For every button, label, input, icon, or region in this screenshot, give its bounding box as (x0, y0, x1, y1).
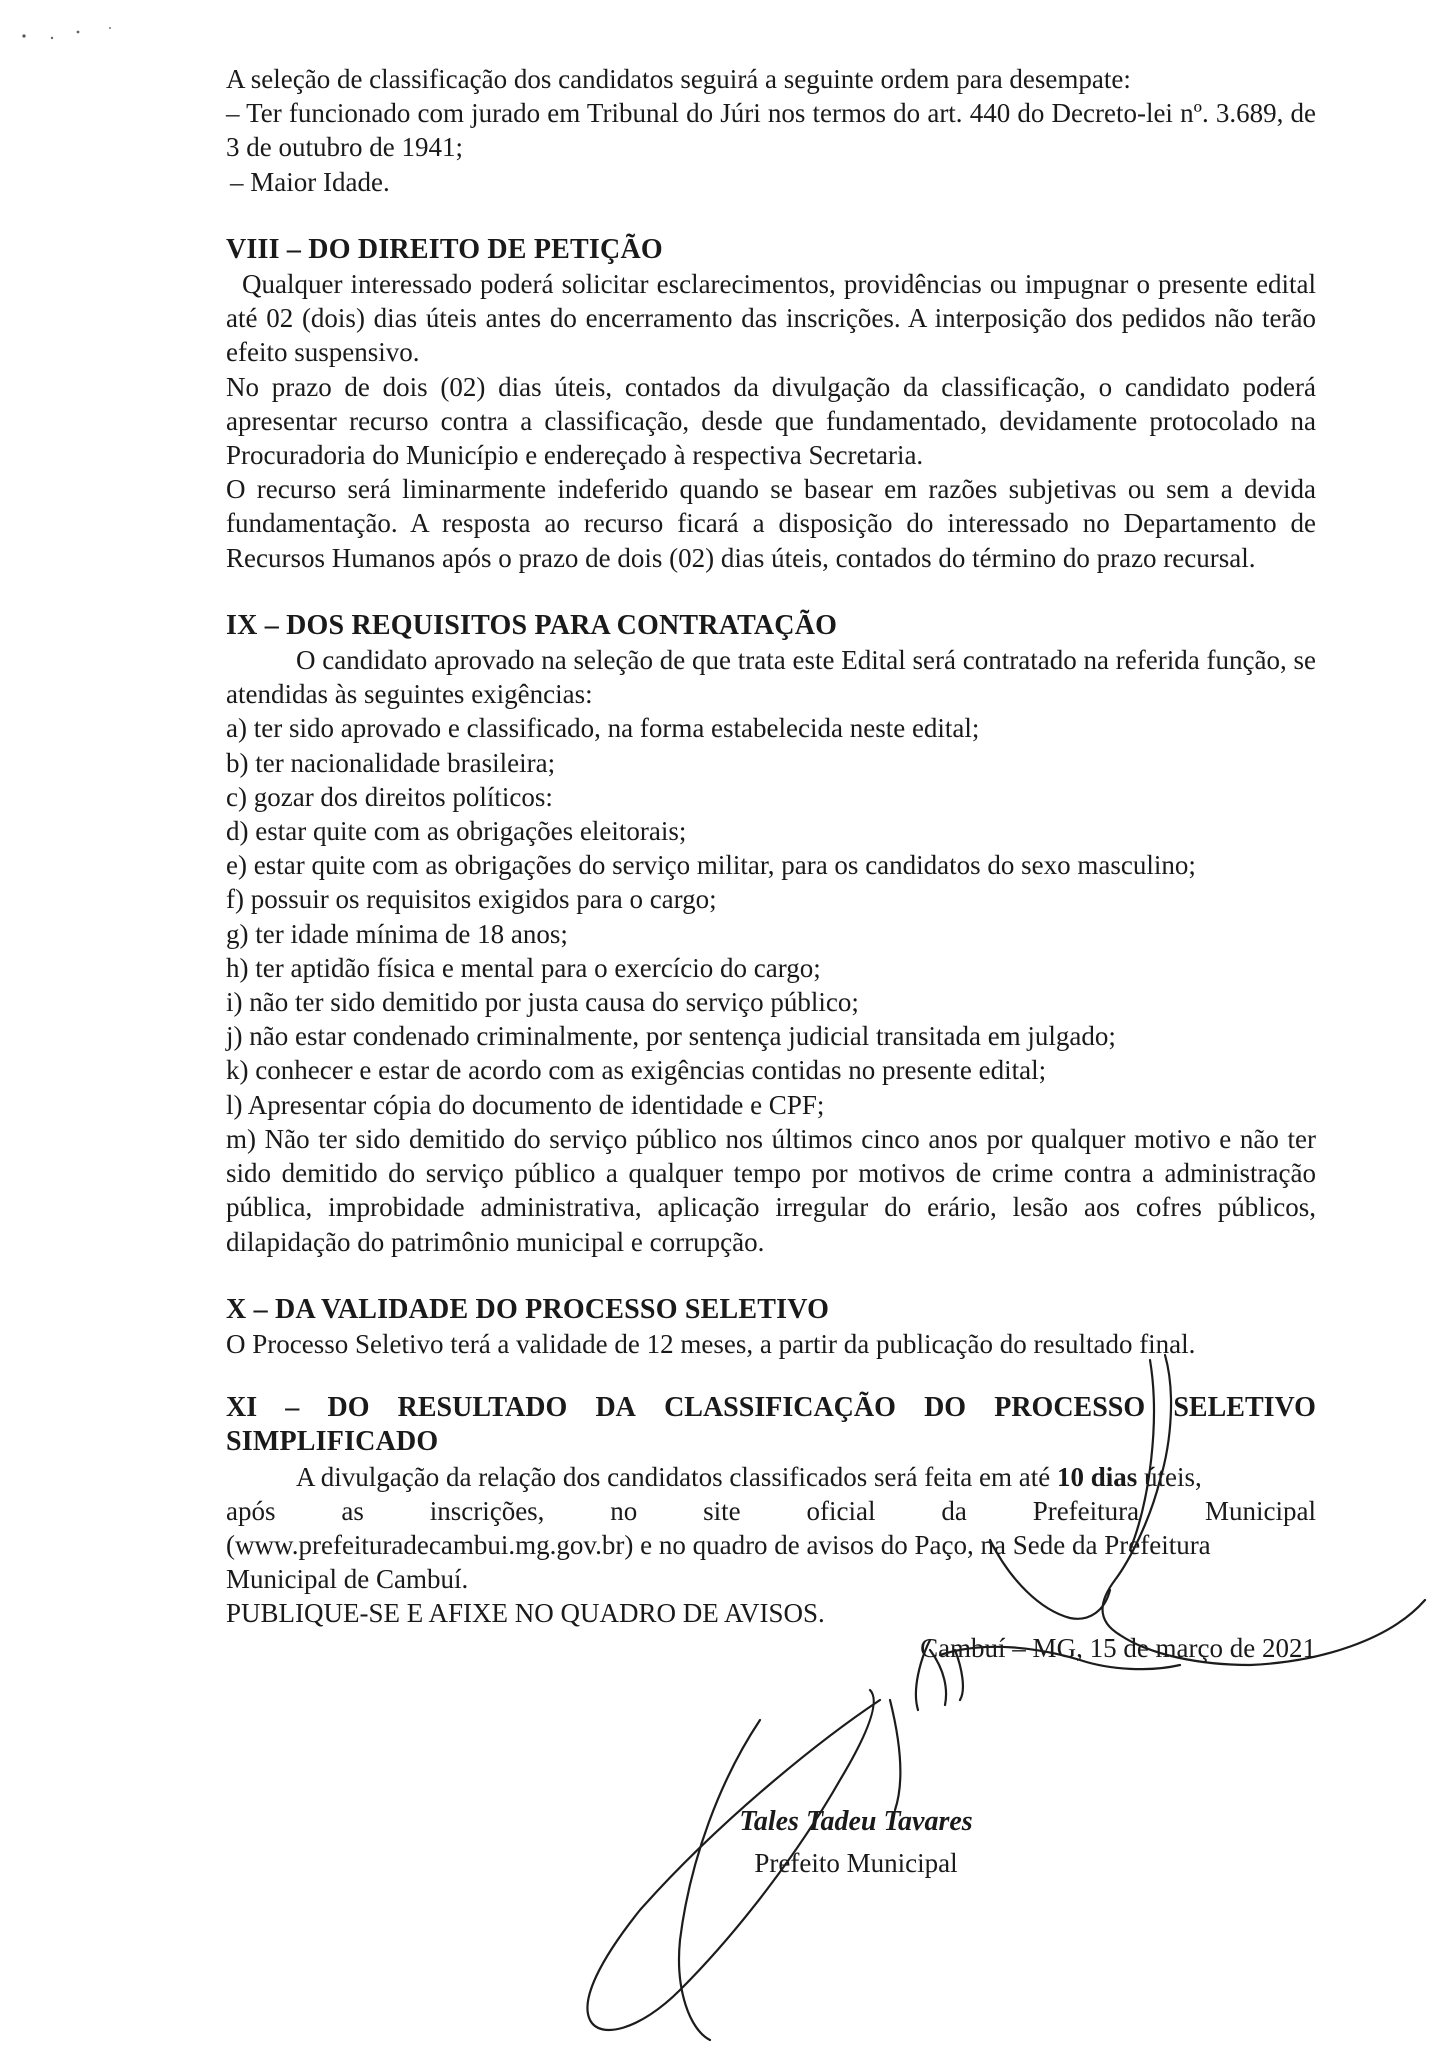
signature-block (226, 0, 1316, 2048)
requirement-item-c: c) gozar dos direitos políticos: (226, 781, 553, 812)
requirement-item-j: j) não estar condenado criminalmente, por sentença judicial transitada em julgado; (226, 1021, 1116, 1052)
requirement-item-f: f) possuir os requisitos exigidos para o cargo; (226, 884, 717, 915)
section-10-paragraph: O Processo Seletivo terá a validade de 12 meses, a partir da publicação do resultado final. (226, 1328, 1196, 1359)
requirement-item-l: l) Apresentar cópia do documento de identidade e CPF; (226, 1089, 825, 1120)
section-8-paragraph-3: O recurso será liminarmente indeferido quando se basear em razões subjetivas ou sem a devida fundamentação. A resposta ao recurso ficará a disposição do interessado no Departamento de Recursos Humanos após o prazo de dois (02) dias úteis, contados do término do prazo recursal. (226, 474, 1316, 573)
section-8-paragraph-1: Qualquer interessado poderá solicitar esclarecimentos, providências ou impugnar o presente edital até 02 (dois) dias úteis antes do encerramento das inscrições. A interposição dos pedidos não terão efeito suspensivo. (226, 269, 1316, 368)
place-and-date: Cambuí – MG, 15 de março de 2021 (920, 1632, 1316, 1663)
section-9-intro: O candidato aprovado na seleção de que trata este Edital será contratado na referida função, se atendidas às seguintes exigências: (226, 645, 1316, 710)
scan-specks (18, 22, 138, 52)
requirement-item-a: a) ter sido aprovado e classificado, na forma estabelecida neste edital; (226, 713, 980, 744)
requirement-item-h: h) ter aptidão física e mental para o exercício do cargo; (226, 952, 821, 983)
section-9-heading: IX – DOS REQUISITOS PARA CONTRATAÇÃO (226, 609, 838, 641)
requirement-item-e: e) estar quite com as obrigações do serviço militar, para os candidatos do sexo masculino; (226, 850, 1196, 881)
publish-notice: PUBLIQUE-SE E AFIXE NO QUADRO DE AVISOS. (226, 1598, 825, 1629)
tiebreak-criterion-jury: – Ter funcionado com jurado em Tribunal do Júri nos termos do art. 440 do Decreto-lei nº. 3.689, de 3 de outubro de 1941; (226, 98, 1316, 163)
requirement-item-b: b) ter nacionalidade brasileira; (226, 747, 556, 778)
section-11-heading: XI – DO RESULTADO DA CLASSIFICAÇÃO DO PROCESSO SELETIVO (226, 1392, 1316, 1424)
section-8-heading: VIII – DO DIREITO DE PETIÇÃO (226, 233, 663, 265)
section-11-paragraph-line-3: (www.prefeituradecambui.mg.gov.br) e no quadro de avisos do Paço, na Sede da Prefeitura (226, 1529, 1211, 1560)
requirement-item-d: d) estar quite com as obrigações eleitorais; (226, 816, 687, 847)
tiebreak-criterion-age: – Maior Idade. (230, 166, 390, 197)
section-11-paragraph-line-1: A divulgação da relação dos candidatos classificados será feita em até 10 dias úteis, (296, 1461, 1202, 1492)
deadline-emphasis: 10 dias (1056, 1461, 1138, 1492)
requirement-item-k: k) conhecer e estar de acordo com as exigências contidas no presente edital; (226, 1055, 1047, 1086)
signer-role: Prefeito Municipal (754, 1848, 958, 1878)
requirement-item-g: g) ter idade mínima de 18 anos; (226, 918, 568, 949)
section-11-paragraph-line-4: Municipal de Cambuí. (226, 1564, 469, 1595)
requirement-item-m: m) Não ter sido demitido do serviço público nos últimos cinco anos por qualquer motivo e não ter sido demitido do serviço público a qualquer tempo por motivos de crime contra a administração pública, improbidade administrativa, aplicação irregular do erário, lesão aos cofres públicos, dilapidação do patrimônio municipal e corrupção. (226, 1123, 1316, 1257)
tiebreak-intro: A seleção de classificação dos candidatos seguirá a seguinte ordem para desempate: (226, 64, 1131, 94)
section-11-paragraph-line-2: após as inscrições, no site oficial da Prefeitura Municipal (226, 1495, 1316, 1526)
section-11-heading-line-2: SIMPLIFICADO (226, 1426, 439, 1458)
section-10-heading: X – DA VALIDADE DO PROCESSO SELETIVO (226, 1293, 830, 1325)
requirement-item-i: i) não ter sido demitido por justa causa do serviço público; (226, 987, 859, 1018)
signer-name: Tales Tadeu Tavares (739, 1806, 973, 1837)
section-8-paragraph-2: No prazo de dois (02) dias úteis, contados da divulgação da classificação, o candidato poderá apresentar recurso contra a classificação, desde que fundamentado, devidamente protocolado na Procuradoria do Município e endereçado à respectiva Secretaria. (226, 371, 1316, 471)
